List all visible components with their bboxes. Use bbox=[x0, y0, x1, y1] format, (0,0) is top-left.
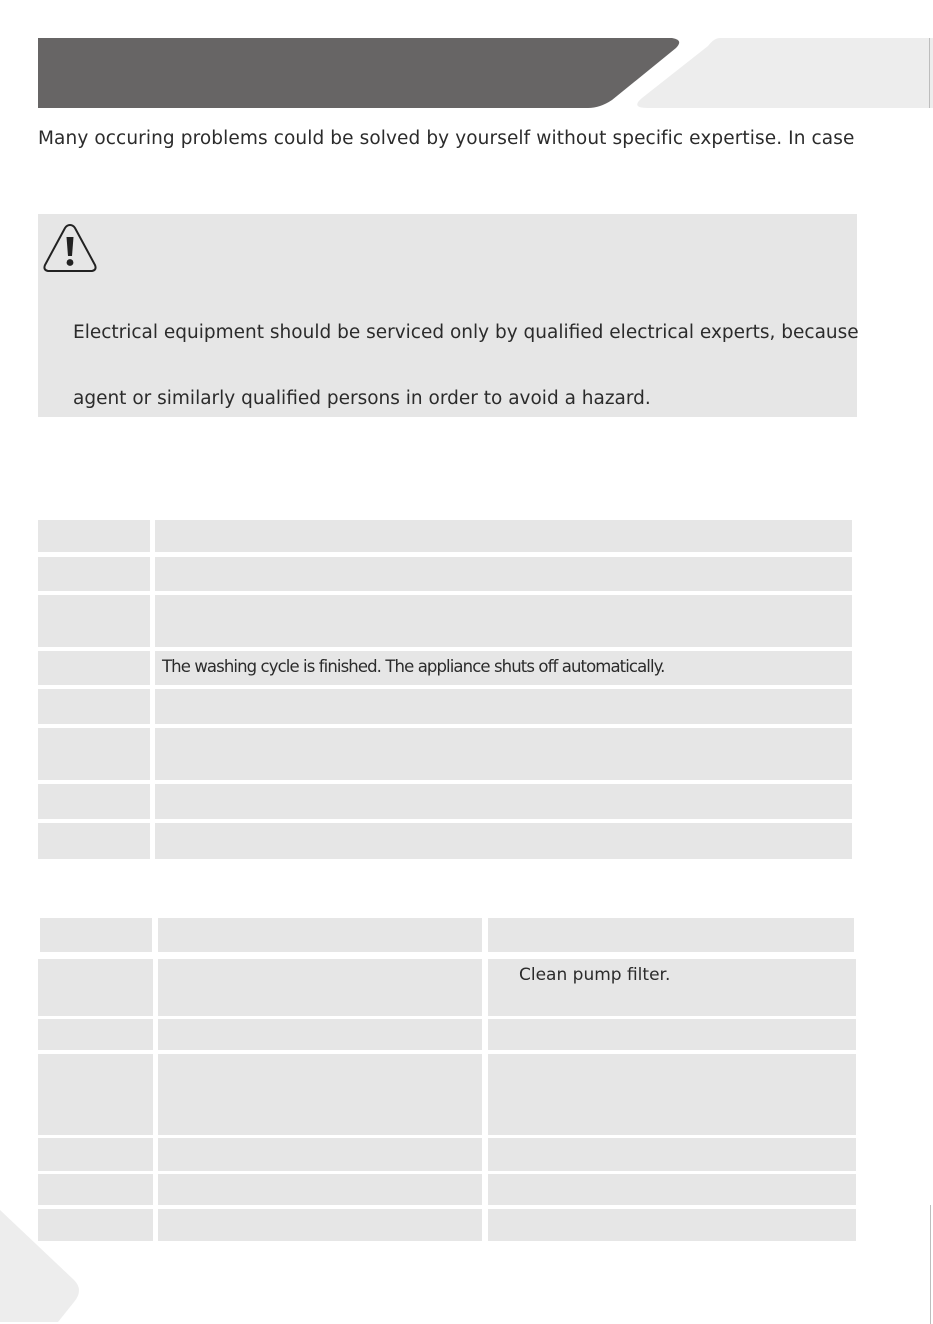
code-cell bbox=[38, 689, 150, 724]
description-cell bbox=[155, 557, 852, 591]
code-cell bbox=[38, 595, 150, 647]
right-edge-line bbox=[930, 1205, 931, 1324]
code-cell bbox=[38, 557, 150, 591]
description-cell bbox=[155, 784, 852, 819]
warning-line-2: agent or similarly qualified persons in order to avoid a hazard. bbox=[73, 388, 651, 409]
code-cell bbox=[38, 728, 150, 780]
corner-decoration bbox=[0, 1200, 100, 1324]
code-cell bbox=[38, 784, 150, 819]
description-cell bbox=[155, 728, 852, 780]
code-cell bbox=[38, 823, 150, 859]
warning-line-1: Electrical equipment should be serviced only by qualified electrical experts, because bbox=[73, 322, 859, 343]
intro-text: Many occuring problems could be solved by yourself without specific expertise. In case bbox=[38, 128, 855, 149]
solution-text: Clean pump filter. bbox=[519, 965, 671, 985]
description-cell bbox=[155, 520, 852, 552]
description-cell bbox=[155, 689, 852, 724]
description-text: The washing cycle is finished. The appliance shuts off automatically. bbox=[162, 657, 665, 676]
description-cell bbox=[155, 595, 852, 647]
description-cell bbox=[155, 651, 852, 685]
description-cell bbox=[155, 823, 852, 859]
code-cell bbox=[38, 651, 150, 685]
code-cell bbox=[38, 520, 150, 552]
